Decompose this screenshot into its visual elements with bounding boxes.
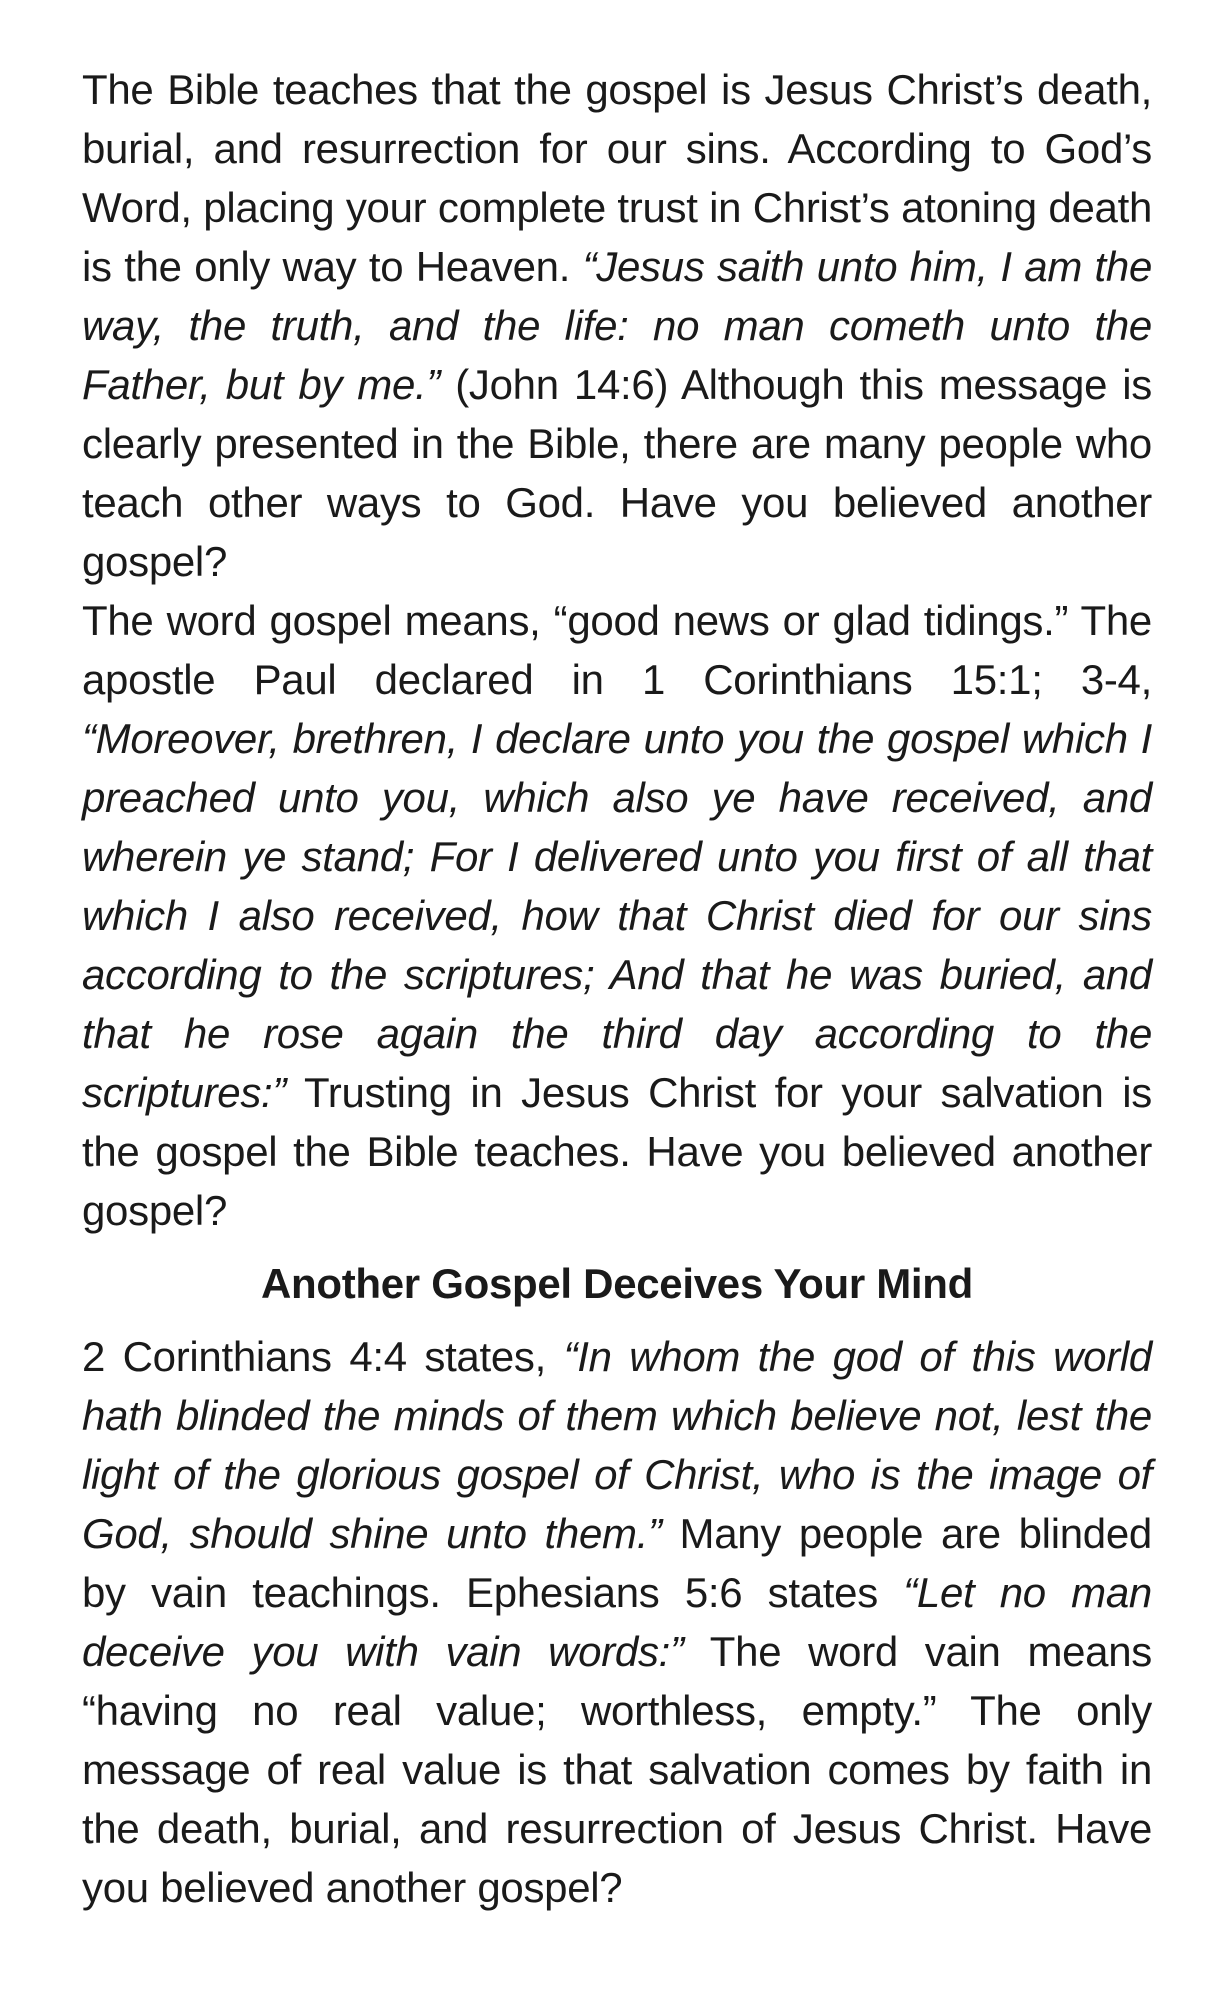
text-run: The Bible teaches that the gospel is Jesus Christ’s death, burial, and resurrection for our sins. According to God’s Word, placing your complete trust in Christ’s atoning death is the only way to Heaven. — [82, 66, 1152, 290]
text-run: (John 14:6) Although this message is clearly presented in the Bible, there are many people who teach other ways to God. Have you believed another gospel? — [82, 361, 1152, 585]
paragraph-gospel-definition — [82, 60, 1152, 591]
text-run: Trusting in Jesus Christ for your salvation is the gospel the Bible teaches. Have you believed another gospel? — [82, 1069, 1152, 1234]
paragraph-gospel-meaning — [82, 591, 1152, 1240]
section-heading: Another Gospel Deceives Your Mind — [260, 1260, 974, 1307]
document-page — [82, 60, 1152, 1917]
text-run: The word gospel means, “good news or glad tidings.” The apostle Paul declared in 1 Corinthians 15:1; 3-4, — [82, 597, 1152, 703]
paragraph-deceives-mind — [82, 1327, 1152, 1917]
scripture-quote: “Moreover, brethren, I declare unto you the gospel which I preached unto you, which also ye have received, and wherein ye stand; For I delivered unto you first of all that which I also received, how that Christ died for our sins according to the scriptures; And that he was buried, and that he rose again the third day according to the scriptures:” — [82, 715, 1152, 1116]
text-run: 2 Corinthians 4:4 states, — [82, 1333, 564, 1380]
scripture-quote: “In whom the god of this world hath blinded the minds of them which believe not, lest the light of the glorious gospel of Christ, who is the image of God, should shine unto them.” — [82, 1333, 1152, 1557]
scripture-quote: “Jesus saith unto him, I am the way, the truth, and the life: no man cometh unto the Father, but by me.” — [82, 243, 1152, 408]
text-run: The word vain means “having no real value; worthless, empty.” The only message of real value is that salvation comes by faith in the death, burial, and resurrection of Jesus Christ. Have you believed another gospel? — [82, 1628, 1153, 1911]
scripture-quote: “Let no man deceive you with vain words:” — [82, 1569, 1152, 1675]
text-run: Many people are blinded by vain teachings. Ephesians 5:6 states — [82, 1510, 1152, 1616]
